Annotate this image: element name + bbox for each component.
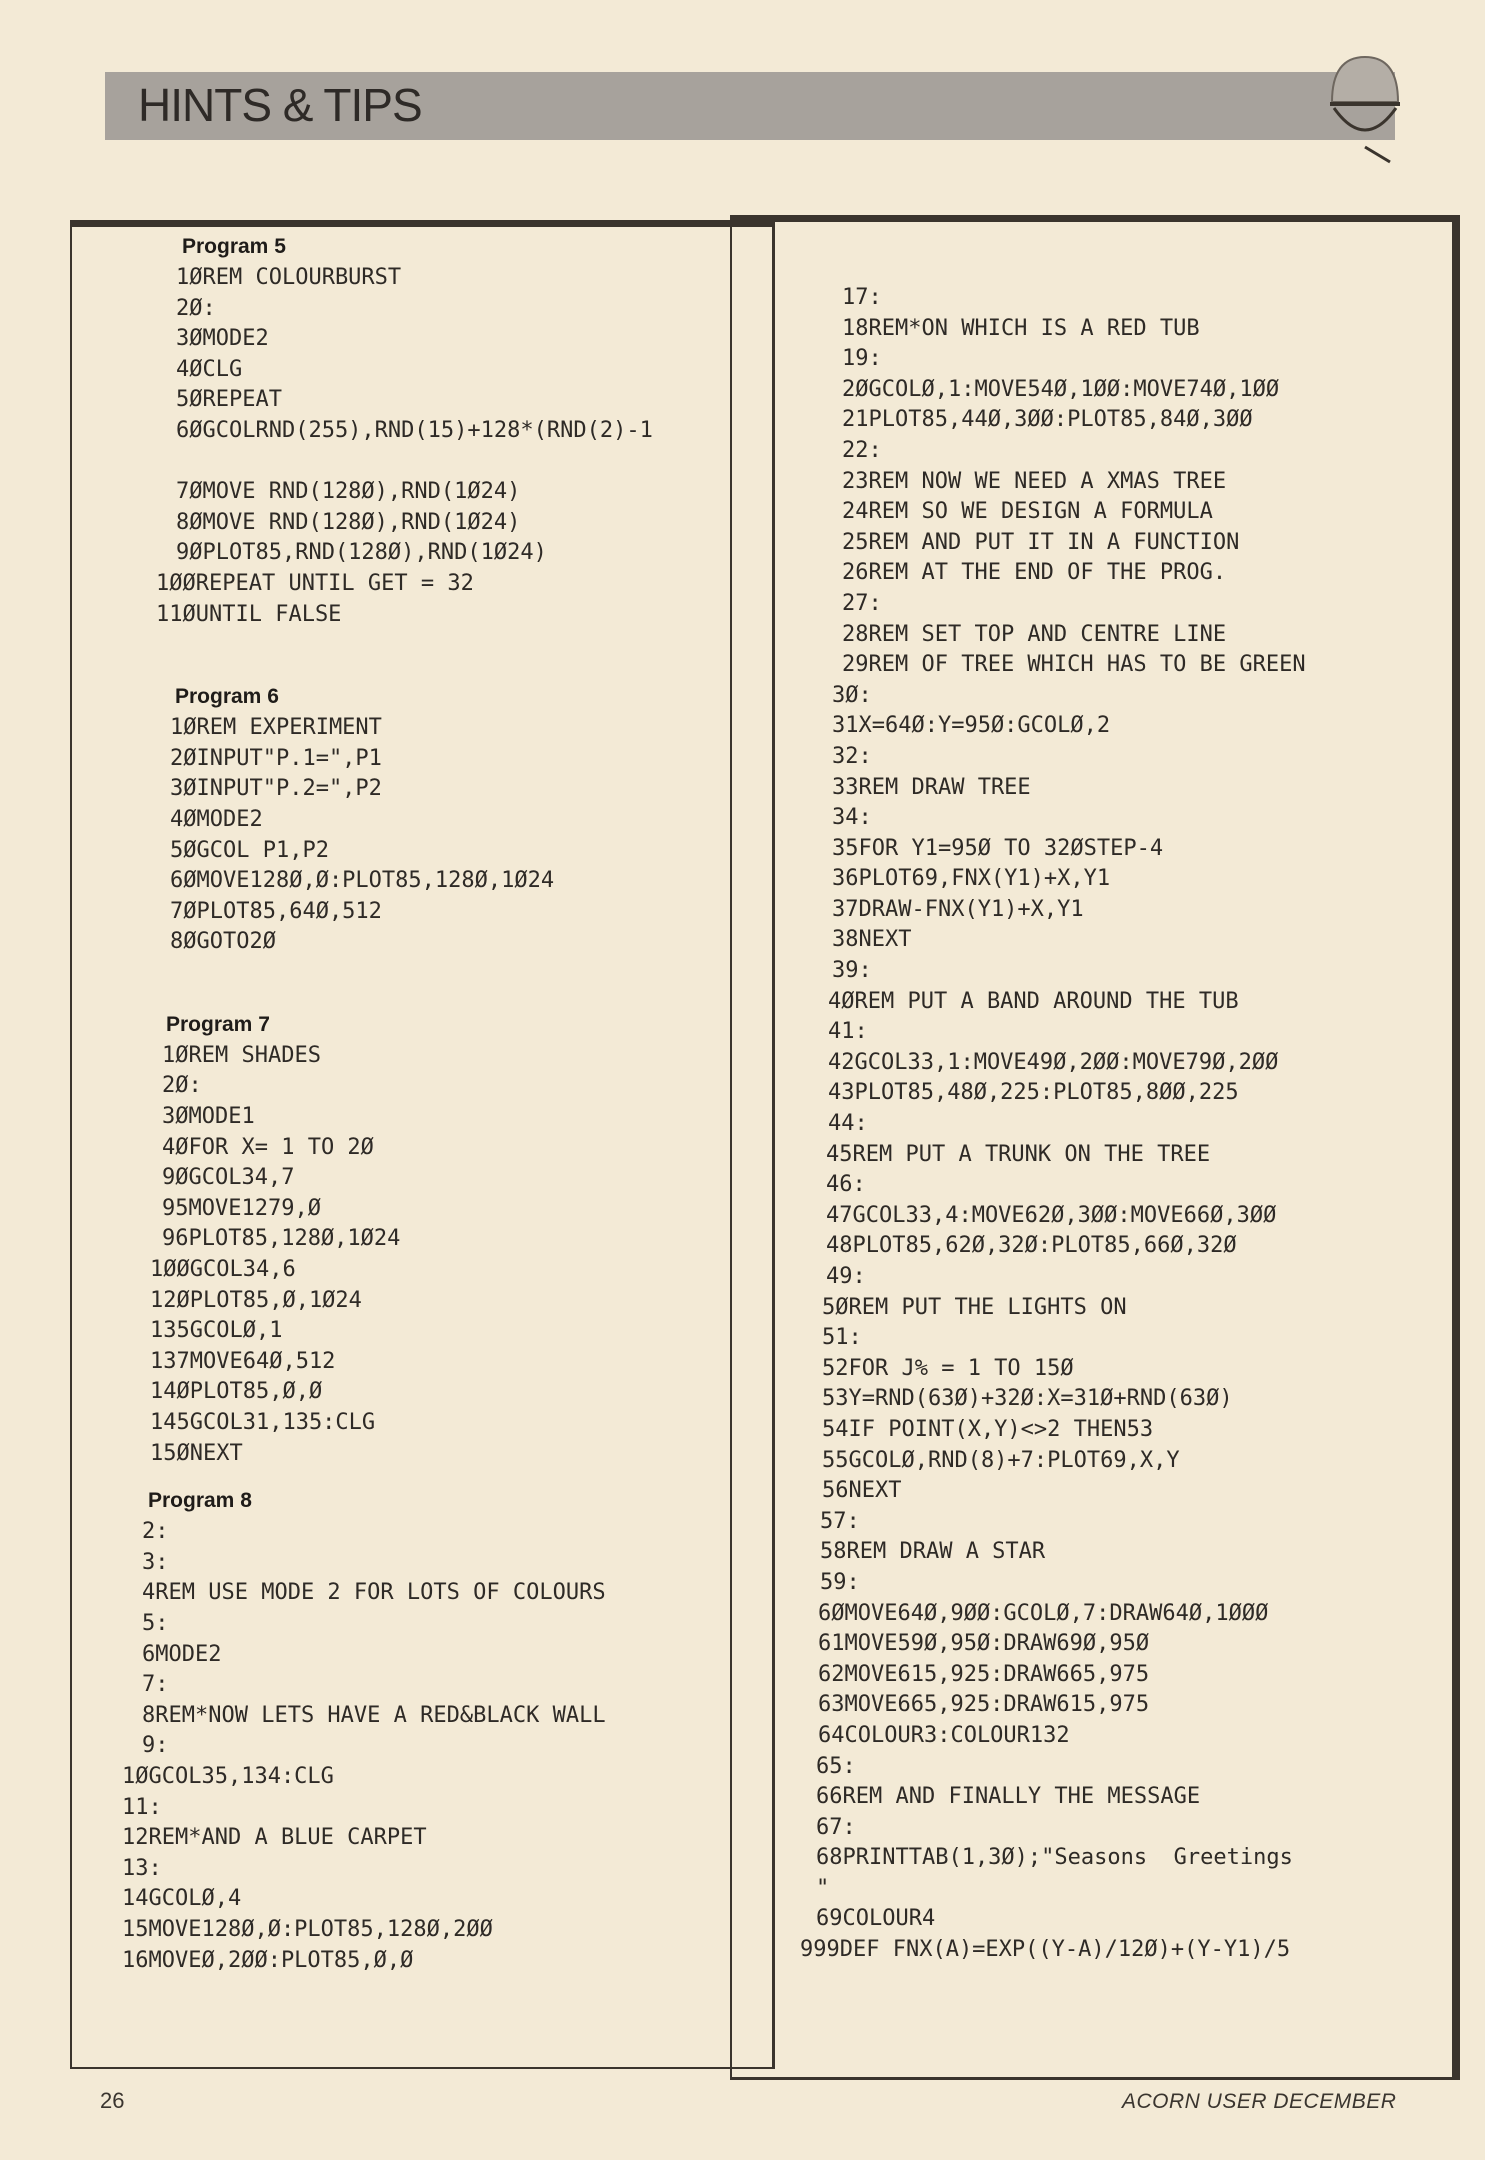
code-line: 2Ø: [176,295,216,321]
code-line: 137MOVE64Ø,512 [150,1348,336,1374]
code-line: 52FOR J% = 1 TO 15Ø [822,1355,1074,1381]
code-line: 35FOR Y1=95Ø TO 32ØSTEP-4 [832,835,1164,861]
code-line: 66REM AND FINALLY THE MESSAGE [816,1784,1201,1810]
code-line: 5ØREPEAT [176,387,282,413]
code-line: 8REM*NOW LETS HAVE A RED&BLACK WALL [142,1702,606,1728]
code-line: 68PRINTTAB(1,3Ø);"Seasons Greetings [816,1845,1293,1871]
code-line: 51: [822,1325,862,1351]
code-line: 49: [826,1264,866,1289]
code-line: 18REM*ON WHICH IS A RED TUB [842,315,1200,341]
code-line: 42GCOL33,1:MOVE49Ø,2ØØ:MOVE79Ø,2ØØ [828,1049,1279,1075]
code-line: 7: [142,1672,169,1698]
code-line: 44: [828,1111,868,1137]
code-line: 9ØGCOL34,7 [162,1165,295,1191]
program-8-listing-left [122,1517,760,1976]
code-line: 3ØMODE2 [176,326,269,352]
code-line: 1ØREM COLOURBURST [176,265,402,290]
code-line: 4ØREM PUT A BAND AROUND THE TUB [828,988,1239,1014]
code-line: 45REM PUT A TRUNK ON THE TREE [826,1141,1211,1167]
code-line: 54IF POINT(X,Y)<>2 THEN53 [822,1416,1154,1442]
code-line: 8ØMOVE RND(128Ø),RND(1Ø24) [176,509,521,535]
code-line: 6ØMOVE128Ø,Ø:PLOT85,128Ø,1Ø24 [170,868,555,894]
code-line: 22: [842,437,882,463]
section-title: HINTS & TIPS [138,79,422,131]
code-line: 36PLOT69,FNX(Y1)+X,Y1 [832,866,1111,892]
code-line: 29REM OF TREE WHICH HAS TO BE GREEN [842,652,1306,678]
code-line: 43PLOT85,48Ø,225:PLOT85,8ØØ,225 [828,1080,1239,1106]
code-line: 4ØCLG [176,356,243,382]
code-line: 2: [142,1519,169,1545]
code-line: 38NEXT [832,927,912,953]
code-line: 1ØREM SHADES [162,1042,321,1068]
code-line: 67: [816,1814,856,1840]
code-line: 13: [122,1855,162,1881]
code-line: 39: [832,958,872,984]
code-line: 3ØINPUT"P.2=",P2 [170,776,382,802]
code-line: 1ØØREPEAT UNTIL GET = 32 [156,570,474,596]
code-line: " [816,1875,830,1901]
code-line: 31X=64Ø:Y=95Ø:GCOLØ,2 [832,713,1111,739]
code-line: 56NEXT [822,1478,902,1504]
code-line: 69COLOUR4 [816,1906,936,1932]
code-line: 65: [816,1753,856,1779]
code-line: 26REM AT THE END OF THE PROG. [842,560,1227,586]
program-7-listing [150,1041,760,1469]
code-line: 2ØGCOLØ,1:MOVE54Ø,1ØØ:MOVE74Ø,1ØØ [842,376,1280,402]
code-line: 11: [122,1794,162,1820]
code-line: 11ØUNTIL FALSE [156,601,342,627]
code-line: 1ØGCOL35,134:CLG [122,1763,334,1789]
code-line: 14GCOLØ,4 [122,1886,242,1912]
code-line: 46: [826,1172,866,1198]
acorn-logo-icon [1320,52,1410,167]
publication-footer: ACORN USER DECEMBER [1122,2090,1397,2113]
code-line: 55GCOLØ,RND(8)+7:PLOT69,X,Y [822,1447,1180,1473]
program-5-title: Program 5 [182,235,286,258]
code-line: 64COLOUR3:COLOUR132 [818,1722,1070,1748]
code-line: 5ØREM PUT THE LIGHTS ON [822,1294,1127,1320]
code-line: 34: [832,805,872,831]
program-7-title: Program 7 [166,1012,270,1036]
code-line: 32: [832,743,872,769]
code-line: 96PLOT85,128Ø,1Ø24 [162,1226,401,1252]
right-column [790,283,1430,1966]
code-line: 5ØGCOL P1,P2 [170,837,329,863]
code-line: 33REM DRAW TREE [832,774,1031,800]
code-line: 61MOVE59Ø,95Ø:DRAW69Ø,95Ø [818,1631,1150,1657]
code-line: 53Y=RND(63Ø)+32Ø:X=31Ø+RND(63Ø) [822,1386,1233,1412]
code-line: 7ØMOVE RND(128Ø),RND(1Ø24) [176,479,521,505]
code-line: 6ØMOVE64Ø,9ØØ:GCOLØ,7:DRAW64Ø,1ØØØ [818,1600,1269,1626]
code-line: 21PLOT85,44Ø,3ØØ:PLOT85,84Ø,3ØØ [842,407,1253,433]
program-6-title: Program 6 [175,685,279,709]
code-line: 37DRAW-FNX(Y1)+X,Y1 [832,896,1084,922]
code-line: 48PLOT85,62Ø,32Ø:PLOT85,66Ø,32Ø [826,1233,1237,1259]
code-line: 12ØPLOT85,Ø,1Ø24 [150,1287,362,1313]
program-5-listing [156,263,760,630]
code-line: 4ØFOR X= 1 TO 2Ø [162,1134,374,1160]
program-8-listing-right [800,283,1430,1966]
code-line: 4ØMODE2 [170,806,263,832]
code-line: 6ØGCOLRND(255),RND(15)+128*(RND(2)-1 [176,417,653,443]
code-line: 62MOVE615,925:DRAW665,975 [818,1661,1150,1687]
code-line: 24REM SO WE DESIGN A FORMULA [842,499,1213,525]
code-line: 1ØREM EXPERIMENT [170,715,382,741]
code-line: 14ØPLOT85,Ø,Ø [150,1379,323,1405]
code-line: 28REM SET TOP AND CENTRE LINE [842,621,1227,647]
code-line: 16MOVEØ,2ØØ:PLOT85,Ø,Ø [122,1947,414,1973]
code-line: 59: [820,1569,860,1595]
code-line: 23REM NOW WE NEED A XMAS TREE [842,468,1227,494]
code-line: 57: [820,1508,860,1534]
code-line: 17: [842,285,882,310]
code-line: 58REM DRAW A STAR [820,1539,1046,1565]
code-line: 27: [842,590,882,616]
code-line: 135GCOLØ,1 [150,1318,283,1344]
code-line: 145GCOL31,135:CLG [150,1410,376,1435]
page-number: 26 [100,2088,125,2113]
code-line: 9: [142,1733,169,1759]
code-line: 15ØNEXT [150,1440,243,1466]
program-6-listing [170,713,760,958]
code-line: 3: [142,1549,169,1575]
code-line: 63MOVE665,925:DRAW615,975 [818,1692,1150,1718]
code-line: 3ØMODE1 [162,1104,255,1130]
code-line: 8ØGOTO2Ø [170,929,276,955]
code-line: 6MODE2 [142,1641,222,1667]
code-line: 19: [842,346,882,372]
code-line: 15MOVE128Ø,Ø:PLOT85,128Ø,2ØØ [122,1916,493,1942]
code-line: 12REM*AND A BLUE CARPET [122,1825,427,1851]
code-line: 4REM USE MODE 2 FOR LOTS OF COLOURS [142,1580,606,1606]
code-line: 1ØØGCOL34,6 [150,1257,296,1283]
code-line: 41: [828,1019,868,1045]
code-line: 7ØPLOT85,64Ø,512 [170,898,382,924]
code-line: 25REM AND PUT IT IN A FUNCTION [842,529,1240,555]
left-column [120,235,760,1976]
code-line: 2Ø: [162,1073,202,1099]
code-line: 5: [142,1610,169,1636]
code-line [176,447,760,478]
code-line: 95MOVE1279,Ø [162,1195,321,1221]
code-line: 3Ø: [832,682,872,708]
code-line: 999DEF FNX(A)=EXP((Y-A)/12Ø)+(Y-Y1)/5 [800,1937,1291,1963]
code-line: 2ØINPUT"P.1=",P1 [170,745,382,771]
program-8-title: Program 8 [148,1489,252,1513]
code-line: 9ØPLOT85,RND(128Ø),RND(1Ø24) [176,540,547,566]
code-line: 47GCOL33,4:MOVE62Ø,3ØØ:MOVE66Ø,3ØØ [826,1202,1277,1228]
